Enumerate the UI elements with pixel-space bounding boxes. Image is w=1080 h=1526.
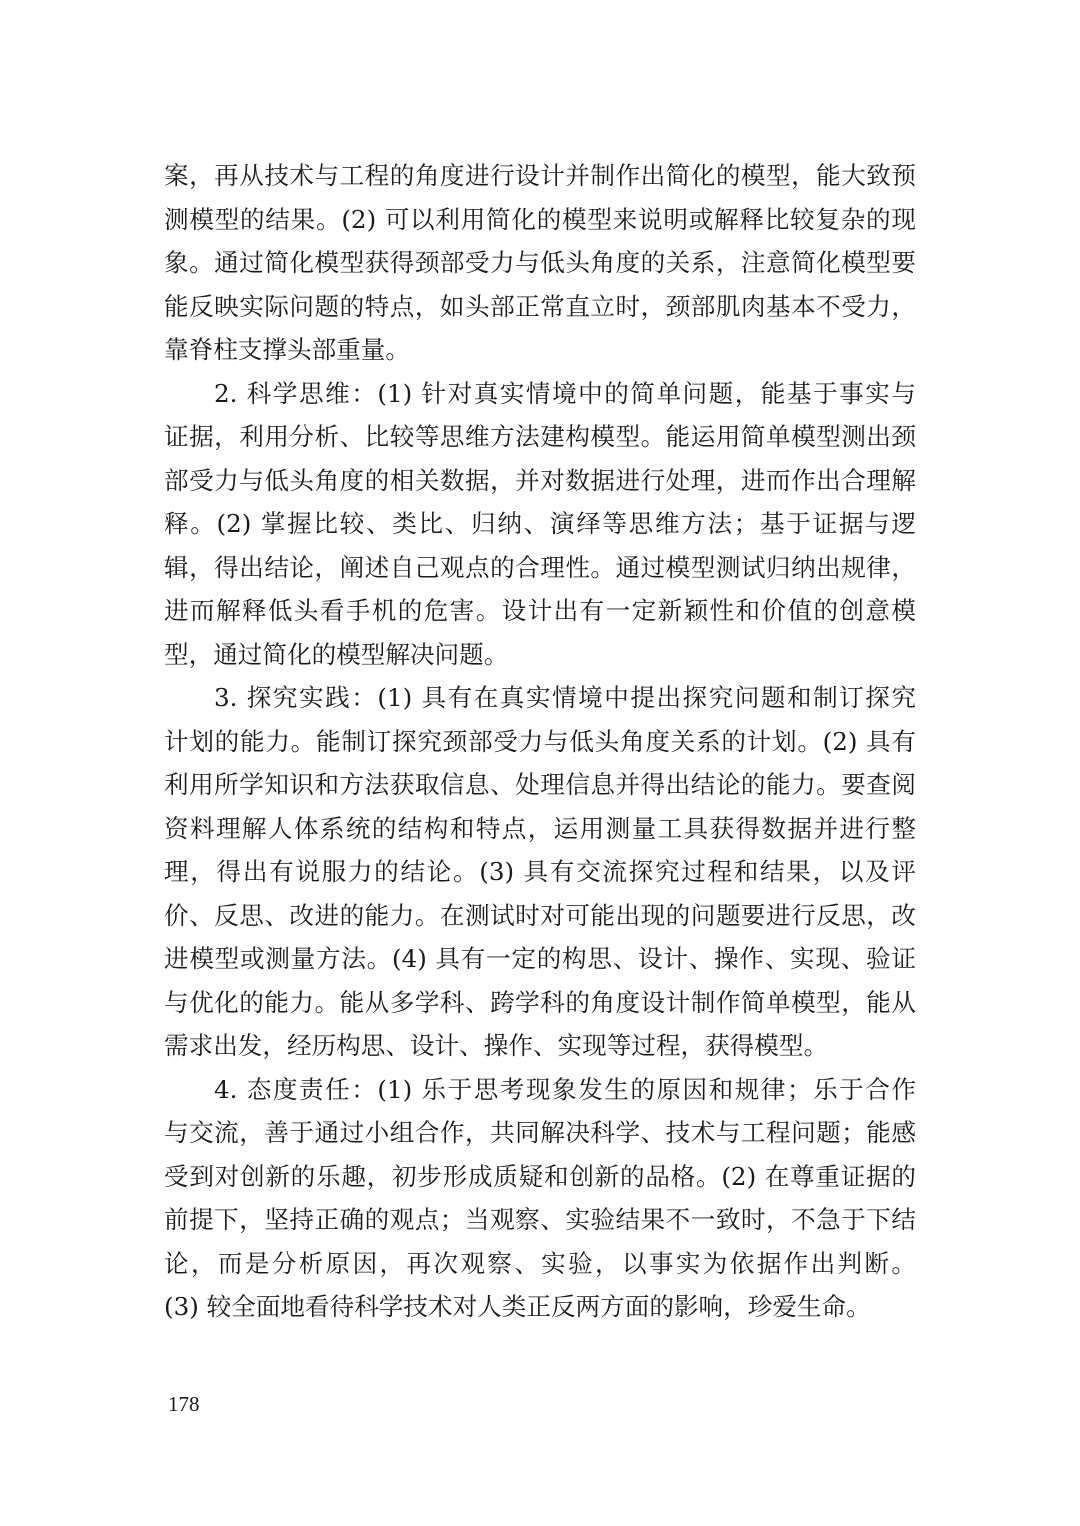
text-line: 象。通过简化模型获得颈部受力与低头角度的关系，注意简化模型要 <box>164 248 916 277</box>
text-line: 2. 科学思维：(1) 针对真实情境中的简单问题，能基于事实与 <box>214 378 916 408</box>
paragraph <box>164 372 916 677</box>
text-line: 计划的能力。能制订探究颈部受力与低头角度关系的计划。(2) 具有 <box>164 726 916 756</box>
paragraph <box>164 1068 916 1329</box>
text-line: 论，而是分析原因，再次观察、实验，以事实为依据作出判断。 <box>164 1248 916 1278</box>
text-line: 释。(2) 掌握比较、类比、归纳、演绎等思维方法；基于证据与逻 <box>164 509 916 538</box>
text-line: 3. 探究实践：(1) 具有在真实情境中提出探究问题和制订探究 <box>214 683 916 712</box>
text-line: 需求出发，经历构思、设计、操作、实现等过程，获得模型。 <box>164 1031 829 1060</box>
body-text <box>164 154 916 1329</box>
text-line: 测模型的结果。(2) 可以利用简化的模型来说明或解释比较复杂的现 <box>164 204 916 234</box>
text-line: 能反映实际问题的特点，如头部正常直立时，颈部肌肉基本不受力， <box>164 291 916 321</box>
text-line: 理，得出有说服力的结论。(3) 具有交流探究过程和结果，以及评 <box>164 857 916 886</box>
text-line: 辑，得出结论，阐述自己观点的合理性。通过模型测试归纳出规律， <box>164 552 916 582</box>
text-line: 型，通过简化的模型解决问题。 <box>164 639 509 669</box>
text-line: 证据，利用分析、比较等思维方法建构模型。能运用简单模型测出颈 <box>164 422 916 451</box>
text-line: 价、反思、改进的能力。在测试时对可能出现的问题要进行反思，改 <box>164 900 916 930</box>
paragraph <box>164 676 916 1068</box>
text-line: 利用所学知识和方法获取信息、处理信息并得出结论的能力。要查阅 <box>164 770 916 799</box>
text-line: 受到对创新的乐趣，初步形成质疑和创新的品格。(2) 在尊重证据的 <box>164 1161 916 1191</box>
text-line: 进而解释低头看手机的危害。设计出有一定新颖性和价值的创意模 <box>164 596 916 625</box>
text-line: 案，再从技术与工程的角度进行设计并制作出简化的模型，能大致预 <box>164 161 916 190</box>
text-line: 部受力与低头角度的相关数据，并对数据进行处理，进而作出合理解 <box>164 465 916 495</box>
text-line: (3) 较全面地看待科学技术对人类正反两方面的影响，珍爱生命。 <box>164 1292 871 1321</box>
text-line: 资料理解人体系统的结构和特点，运用测量工具获得数据并进行整 <box>164 813 916 843</box>
text-line: 4. 态度责任：(1) 乐于思考现象发生的原因和规律；乐于合作 <box>214 1074 916 1104</box>
page-number: 178 <box>168 1392 200 1416</box>
text-line: 进模型或测量方法。(4) 具有一定的构思、设计、操作、实现、验证 <box>164 944 916 973</box>
text-line: 前提下，坚持正确的观点；当观察、实验结果不一致时，不急于下结 <box>164 1205 916 1234</box>
text-line: 与优化的能力。能从多学科、跨学科的角度设计制作简单模型，能从 <box>164 987 916 1017</box>
paragraph <box>164 154 916 372</box>
text-line: 与交流，善于通过小组合作，共同解决科学、技术与工程问题；能感 <box>164 1118 916 1147</box>
text-line: 靠脊柱支撑头部重量。 <box>164 335 410 364</box>
